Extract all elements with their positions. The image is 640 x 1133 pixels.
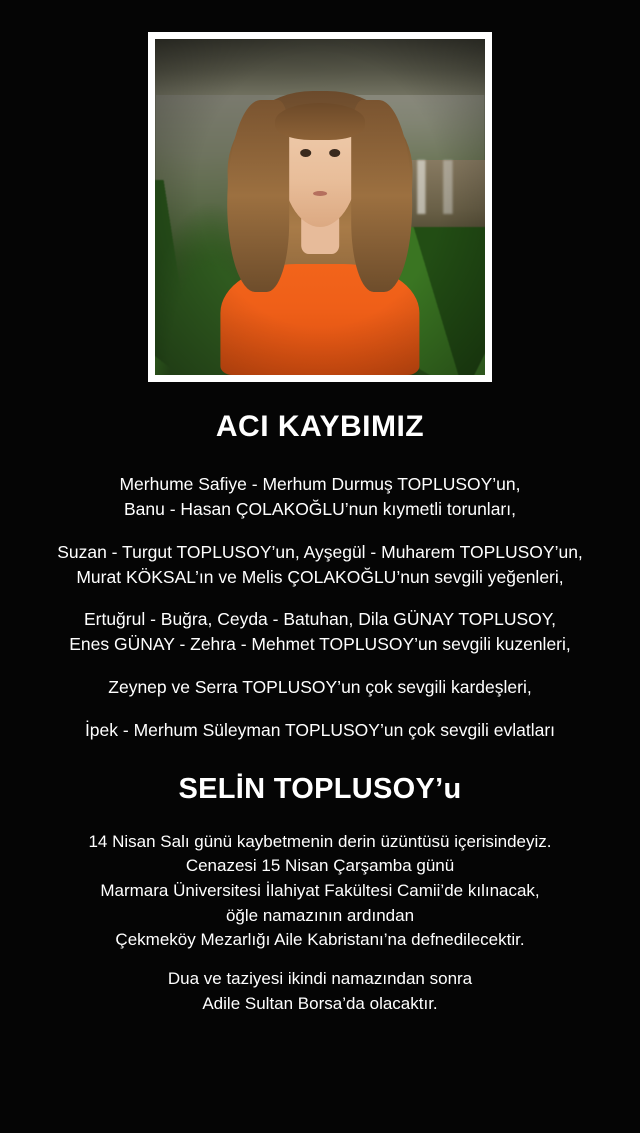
spacer [18,953,622,967]
relations-line: Banu - Hasan ÇOLAKOĞLU’nun kıymetli torunları, [124,498,516,519]
relations-line: Enes GÜNAY - Zehra - Mehmet TOPLUSOY’un sevgili kuzenleri, [69,634,571,655]
relations-block-3 [0,607,640,657]
announcement-line: Marmara Üniversitesi İlahiyat Fakültesi Camii’de kılınacak, [100,881,540,901]
relations-line: Ertuğrul - Buğra, Ceyda - Batuhan, Dila GÜNAY TOPLUSOY, [83,609,557,630]
relations-line: İpek - Merhum Süleyman TOPLUSOY’un çok sevgili evlatları [84,719,556,740]
announcement-line: Cenazesi 15 Nisan Çarşamba günü [185,856,455,876]
relations-line: Zeynep ve Serra TOPLUSOY’un çok sevgili kardeşleri, [108,677,532,698]
relations-line: Murat KÖKSAL’ın ve Melis ÇOLAKOĞLU’nun sevgili yeğenleri, [76,566,564,587]
relations-block-5 [0,718,640,743]
page-title: ACI KAYBIMIZ [215,410,425,443]
relations-block-4 [0,675,640,700]
relations-line: Merhume Safiye - Merhum Durmuş TOPLUSOY’un, [119,474,521,494]
relations-block-2 [0,540,640,590]
condolence-line: Dua ve taziyesi ikindi namazından sonra [167,968,473,988]
photo-vignette [155,39,485,375]
relations-line: Suzan - Turgut TOPLUSOY’un, Ayşegül - Muharem TOPLUSOY’un, [57,541,583,562]
photo-frame [148,32,492,382]
announcement-line: 14 Nisan Salı günü kaybetmenin derin üzüntüsü içerisindeyiz. [88,831,552,851]
relations-block-1 [0,472,640,522]
portrait-photo [155,39,485,375]
announcement-line: Çekmeköy Mezarlığı Aile Kabristanı’na defnedilecektir. [115,930,525,950]
deceased-name: SELİN TOPLUSOY’u [178,772,462,805]
announcement-line: öğle namazının ardından [225,905,415,925]
condolence-line: Adile Sultan Borsa’da olacaktır. [202,993,438,1013]
announcement-block [0,830,640,1016]
